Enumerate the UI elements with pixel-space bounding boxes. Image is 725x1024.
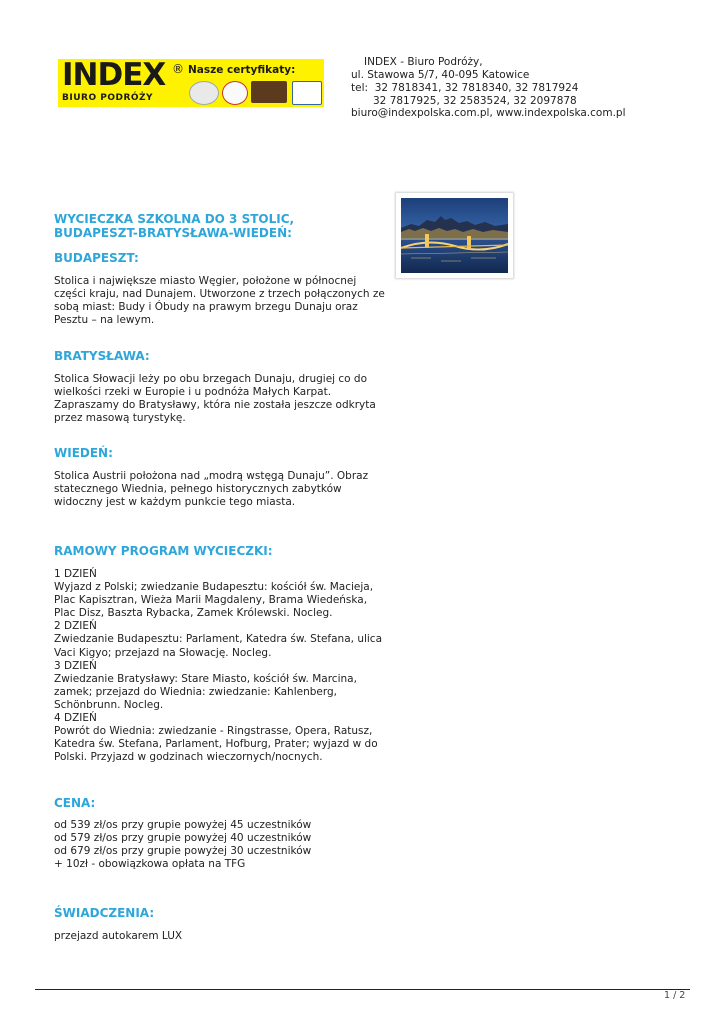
footer-divider: [35, 989, 690, 990]
section-text-cena: [54, 819, 311, 871]
rzetelna-firma-certificate-icon: [292, 81, 322, 105]
brand-subtitle: BIURO PODRÓŻY: [62, 93, 154, 103]
price-line: od 539 zł/os przy grupie powyżej 45 uczestników: [54, 819, 312, 831]
page-number: 1 / 2: [664, 990, 686, 1001]
text-line: przez masową turystykę.: [54, 412, 186, 425]
day-label: 2 DZIEŃ: [54, 620, 97, 633]
certificates-label: Nasze certyfikaty:: [188, 64, 296, 76]
text-line: zamek; przejazd do Wiednia: zwiedzanie: Kahlenberg,: [54, 685, 337, 698]
agency-street: ul. Stawowa 5/7, 40-095 Katowice: [351, 69, 530, 81]
agency-name: INDEX - Biuro Podróży,: [364, 56, 483, 68]
text-line: Zwiedzanie Budapesztu: Parlament, Katedra św. Stefana, ulica: [54, 633, 383, 646]
text-line: widoczny jest w każdym punkcie tego miasta.: [54, 496, 296, 509]
registered-mark: ®: [172, 62, 184, 76]
text-line: Vaci Kigyo; przejazd na Słowację. Nocleg.: [54, 646, 272, 659]
text-line: Stolica Słowacji leży po obu brzegach Dunaju, drugiej co do: [54, 373, 368, 385]
pit-certificate-icon: [189, 81, 219, 105]
section-heading-bratyslawa: BRATYSŁAWA:: [54, 349, 150, 363]
section-text-program: [54, 568, 382, 764]
text-line: wielkości rzeki w Europie i u podnóża Małych Karpat.: [54, 386, 332, 399]
budapest-night-photo: [401, 198, 508, 273]
brand-name: INDEX: [62, 59, 166, 93]
section-heading-budapeszt: BUDAPESZT:: [54, 251, 139, 265]
text-line: Plac Disz, Baszta Rybacka, Zamek Królewski. Nocleg.: [54, 607, 333, 620]
price-line: od 679 zł/os przy grupie powyżej 30 uczestników: [54, 845, 312, 858]
section-text-swiadczenia: [54, 930, 182, 943]
day-label: 3 DZIEŃ: [54, 659, 97, 672]
index-logo: [60, 61, 177, 105]
text-line: Plac Kapisztran, Wieża Marii Magdaleny, Brama Wiedeńska,: [54, 594, 368, 607]
agency-phone-line-2: 32 7817925, 32 2583524, 32 2097878: [373, 95, 577, 107]
day-label: 1 DZIEŃ: [54, 568, 97, 580]
text-line: sobą miast: Budy i Óbudy na prawym brzegu Dunaju oraz: [54, 301, 358, 314]
text-line: Wyjazd z Polski; zwiedzanie Budapesztu: kościół św. Macieja,: [54, 581, 374, 594]
company-logo-banner: [58, 59, 324, 107]
text-line: Zwiedzanie Bratysławy: Stare Miasto, kościół św. Marcina,: [54, 672, 357, 685]
price-line: od 579 zł/os przy grupie powyżej 40 uczestników: [54, 832, 312, 845]
page-title: [54, 212, 294, 240]
text-line: przejazd autokarem LUX: [54, 930, 183, 942]
budapest-photo-frame: [396, 193, 513, 278]
text-line: Polski. Przyjazd w godzinach wieczornych/nocnych.: [54, 751, 323, 764]
text-line: Zapraszamy do Bratysławy, która nie została jeszcze odkryta: [54, 399, 376, 412]
section-text-wieden: [54, 470, 368, 509]
text-line: statecznego Wiednia, pełnego historycznych zabytków: [54, 483, 342, 496]
text-line: Powrót do Wiednia: zwiedzanie - Ringstrasse, Opera, Ratusz,: [54, 725, 373, 738]
day-label: 4 DZIEŃ: [54, 712, 97, 725]
section-text-bratyslawa: [54, 373, 376, 425]
text-line: Stolica i największe miasto Węgier, położone w północnej: [54, 275, 357, 287]
agency-phone-line-1: tel: 32 7818341, 32 7818340, 32 7817924: [351, 82, 579, 94]
agency-email-website: biuro@indexpolska.com.pl, www.indexpolska.com.pl: [351, 107, 626, 119]
section-text-budapeszt: [54, 275, 385, 327]
page-title-line-1: WYCIECZKA SZKOLNA DO 3 STOLIC,: [54, 212, 295, 226]
text-line: Katedra św. Stefana, Parlament, Hofburg, Prater; wyjazd w do: [54, 738, 378, 751]
section-heading-wieden: WIEDEŃ:: [54, 446, 113, 460]
section-heading-program: RAMOWY PROGRAM WYCIECZKI:: [54, 544, 273, 558]
polish-quality-certificate-icon: [251, 81, 287, 103]
text-line: części kraju, nad Dunajem. Utworzone z trzech połączonych ze: [54, 288, 385, 301]
text-line: Stolica Austrii położona nad „modrą wstęgą Dunaju”. Obraz: [54, 470, 369, 482]
section-heading-cena: CENA:: [54, 796, 96, 810]
section-heading-swiadczenia: ŚWIADCZENIA:: [54, 906, 155, 920]
price-line: + 10zł - obowiązkowa opłata na TFG: [54, 858, 246, 871]
text-line: Schönbrunn. Nocleg.: [54, 698, 164, 711]
text-line: Pesztu – na lewym.: [54, 314, 155, 327]
page-title-line-2: BUDAPESZT-BRATYSŁAWA-WIEDEŃ:: [54, 226, 292, 240]
poland-certificate-icon: [222, 81, 248, 105]
